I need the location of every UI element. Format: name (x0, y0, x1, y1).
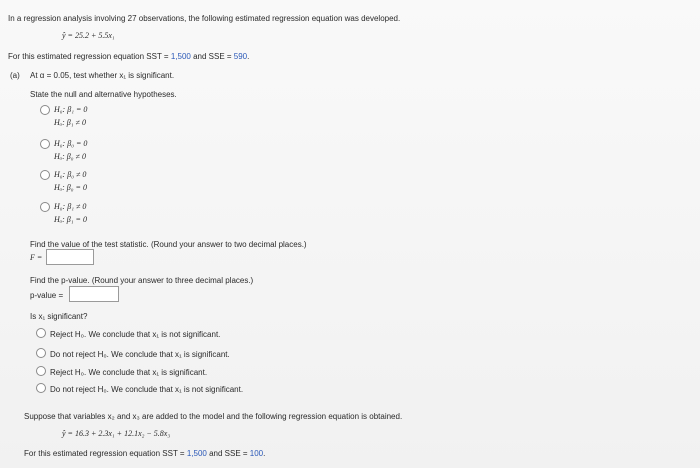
part-a-label: (a) (10, 71, 20, 80)
regression-equation: ŷ = 25.2 + 5.5x₁ (62, 31, 115, 40)
hypothesis-option-1[interactable] (40, 105, 88, 127)
part-a-prompt: At α = 0.05, test whether x₁ is significant. (30, 71, 175, 80)
radio-button[interactable] (36, 366, 46, 376)
hypotheses-prompt: State the null and alternative hypotheses. (30, 90, 177, 99)
hypothesis-option-4[interactable] (40, 202, 87, 224)
radio-button[interactable] (36, 348, 46, 358)
pvalue-prompt: Find the p-value. (Round your answer to three decimal places.) (30, 276, 254, 285)
null-hypothesis: H₀: β₁ = 0 (54, 105, 88, 114)
sst-sse-line (8, 52, 249, 61)
pvalue-input[interactable] (69, 286, 119, 302)
sse-value: 590 (233, 52, 248, 61)
test-statistic-prompt: Find the value of the test statistic. (Round your answer to two decimal places.) (30, 240, 307, 249)
sse-value: 100 (249, 449, 264, 458)
sse-prefix: and SSE = (206, 449, 250, 458)
sst-suffix: . (263, 449, 266, 458)
null-hypothesis: H₀: β₀ = 0 (54, 139, 88, 148)
radio-button[interactable] (36, 328, 46, 338)
conclusion-option-4[interactable] (36, 383, 243, 394)
sst-prefix: For this estimated regression equation SST = (8, 52, 171, 61)
conclusion-option-3[interactable] (36, 366, 207, 377)
conclusion-label: Do not reject H₀. We conclude that x₁ is significant. (50, 350, 230, 359)
sst-value: 1,500 (170, 52, 191, 61)
alternative-hypothesis: Hₐ: β₀ ≠ 0 (54, 152, 86, 161)
sst-prefix: For this estimated regression equation SST = (24, 449, 187, 458)
conclusion-label: Reject H₀. We conclude that x₁ is significant. (50, 368, 208, 377)
part-b-sst-sse-line (24, 449, 265, 458)
part-b-equation: ŷ = 16.3 + 2.3x₁ + 12.1x₂ − 5.8x₃ (62, 429, 171, 438)
intro-text: In a regression analysis involving 27 observations, the following estimated regression equation was developed. (8, 14, 401, 23)
radio-button[interactable] (40, 139, 50, 149)
radio-button[interactable] (40, 105, 50, 115)
hypothesis-option-2[interactable] (40, 139, 88, 161)
alternative-hypothesis: Hₐ: β₀ = 0 (54, 183, 87, 192)
radio-button[interactable] (36, 383, 46, 393)
conclusion-option-1[interactable] (36, 328, 220, 339)
f-statistic-input[interactable] (46, 249, 94, 265)
significance-question: Is x₁ significant? (30, 312, 88, 321)
radio-button[interactable] (40, 170, 50, 180)
pvalue-label: p-value = (30, 291, 64, 300)
sst-value: 1,500 (186, 449, 207, 458)
conclusion-option-2[interactable] (36, 348, 230, 359)
sse-prefix: and SSE = (190, 52, 234, 61)
hypothesis-option-3[interactable] (40, 170, 87, 192)
alternative-hypothesis: Hₐ: β₁ ≠ 0 (54, 118, 86, 127)
alternative-hypothesis: Hₐ: β₁ = 0 (54, 215, 87, 224)
sst-suffix: . (247, 52, 250, 61)
radio-button[interactable] (40, 202, 50, 212)
conclusion-label: Do not reject H₀. We conclude that x₁ is not significant. (50, 385, 244, 394)
conclusion-label: Reject H₀. We conclude that x₁ is not significant. (50, 330, 221, 339)
f-label: F = (30, 253, 43, 262)
null-hypothesis: H₀: β₁ ≠ 0 (54, 202, 87, 211)
null-hypothesis: H₀: β₀ ≠ 0 (54, 170, 87, 179)
part-b-text: Suppose that variables x₂ and x₃ are added to the model and the following regression equation is obtained. (24, 412, 403, 421)
